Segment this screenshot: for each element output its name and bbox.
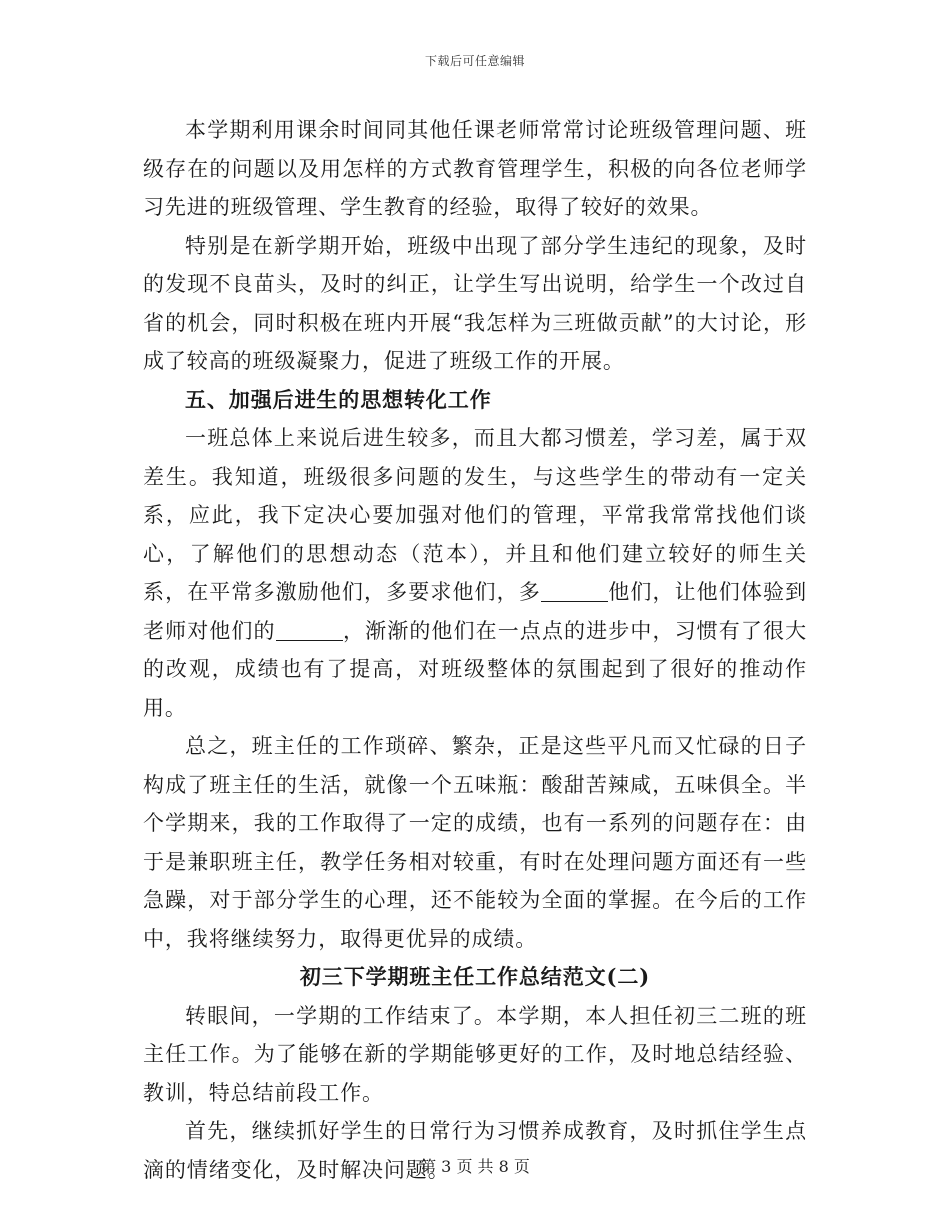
paragraph-1: 本学期利用课余时间同其他任课老师常常讨论班级管理问题、班级存在的问题以及用怎样的方式教育管理学生，积极的向各位老师学习先进的班级管理、学生教育的经验，取得了较好的效果。 [143, 118, 807, 219]
fill-in-blank-2 [276, 619, 343, 641]
paragraph-3-part-1: 一班总体上来说后进生较多，而且大都习惯差，学习差，属于双差生。我知道，班级很多问题的发生，与这些学生的带动有一定关系，应此，我下定决心要加强对他们的管理，平常我常常找他们谈心，了解他们的思想动态（范本），并且和他们建立较好的师生关系，在平常多激励他们，多要求他们，多 [143, 426, 807, 604]
paragraph-2: 特别是在新学期开始，班级中出现了部分学生违纪的现象，及时的发现不良苗头，及时的纠正，让学生写出说明，给学生一个改过自省的机会，同时积极在班内开展“我怎样为三班做贡献”的大讨论，形成了较高的班级凝聚力，促进了班级工作的开展。 [143, 233, 807, 373]
section-heading-5: 五、加强后进生的思想转化工作 [185, 386, 492, 412]
header-note: 下载后可任意编辑 [424, 54, 525, 68]
paragraph-6: 首先，继续抓好学生的日常行为习惯养成教育，及时抓住学生点滴的情绪变化，及时解决问题。 [143, 1119, 807, 1182]
paragraph-4: 总之，班主任的工作琐碎、繁杂，正是这些平凡而又忙碌的日子构成了班主任的生活，就像一个五味瓶：酸甜苦辣咸，五味俱全。半个学期来，我的工作取得了一定的成绩，也有一系列的问题存在：由于是兼职班主任，教学任务相对较重，有时在处理问题方面还有一些急躁，对于部分学生的心理，还不能较为全面的掌握。在今后的工作中，我将继续努力，取得更优异的成绩。 [143, 734, 807, 951]
paragraph-5: 转眼间，一学期的工作结束了。本学期，本人担任初三二班的班主任工作。为了能够在新的学期能够更好的工作，及时地总结经验、教训，特总结前段工作。 [143, 1003, 807, 1105]
paragraph-3-part-2: 他们，让他们体验到老师对他们的 [143, 580, 807, 643]
paragraph-3 [143, 419, 807, 727]
document-body [143, 111, 807, 1189]
fill-in-blank-1 [541, 580, 608, 602]
page-number: 第 3 页 共 8 页 [420, 1157, 530, 1176]
document-title-2: 初三下学期班主任工作总结范文(二) [299, 964, 651, 989]
paragraph-3-part-3: ，渐渐的他们在一点点的进步中，习惯有了很大的改观，成绩也有了提高，对班级整体的氛围起到了很好的推动作用。 [143, 618, 807, 720]
